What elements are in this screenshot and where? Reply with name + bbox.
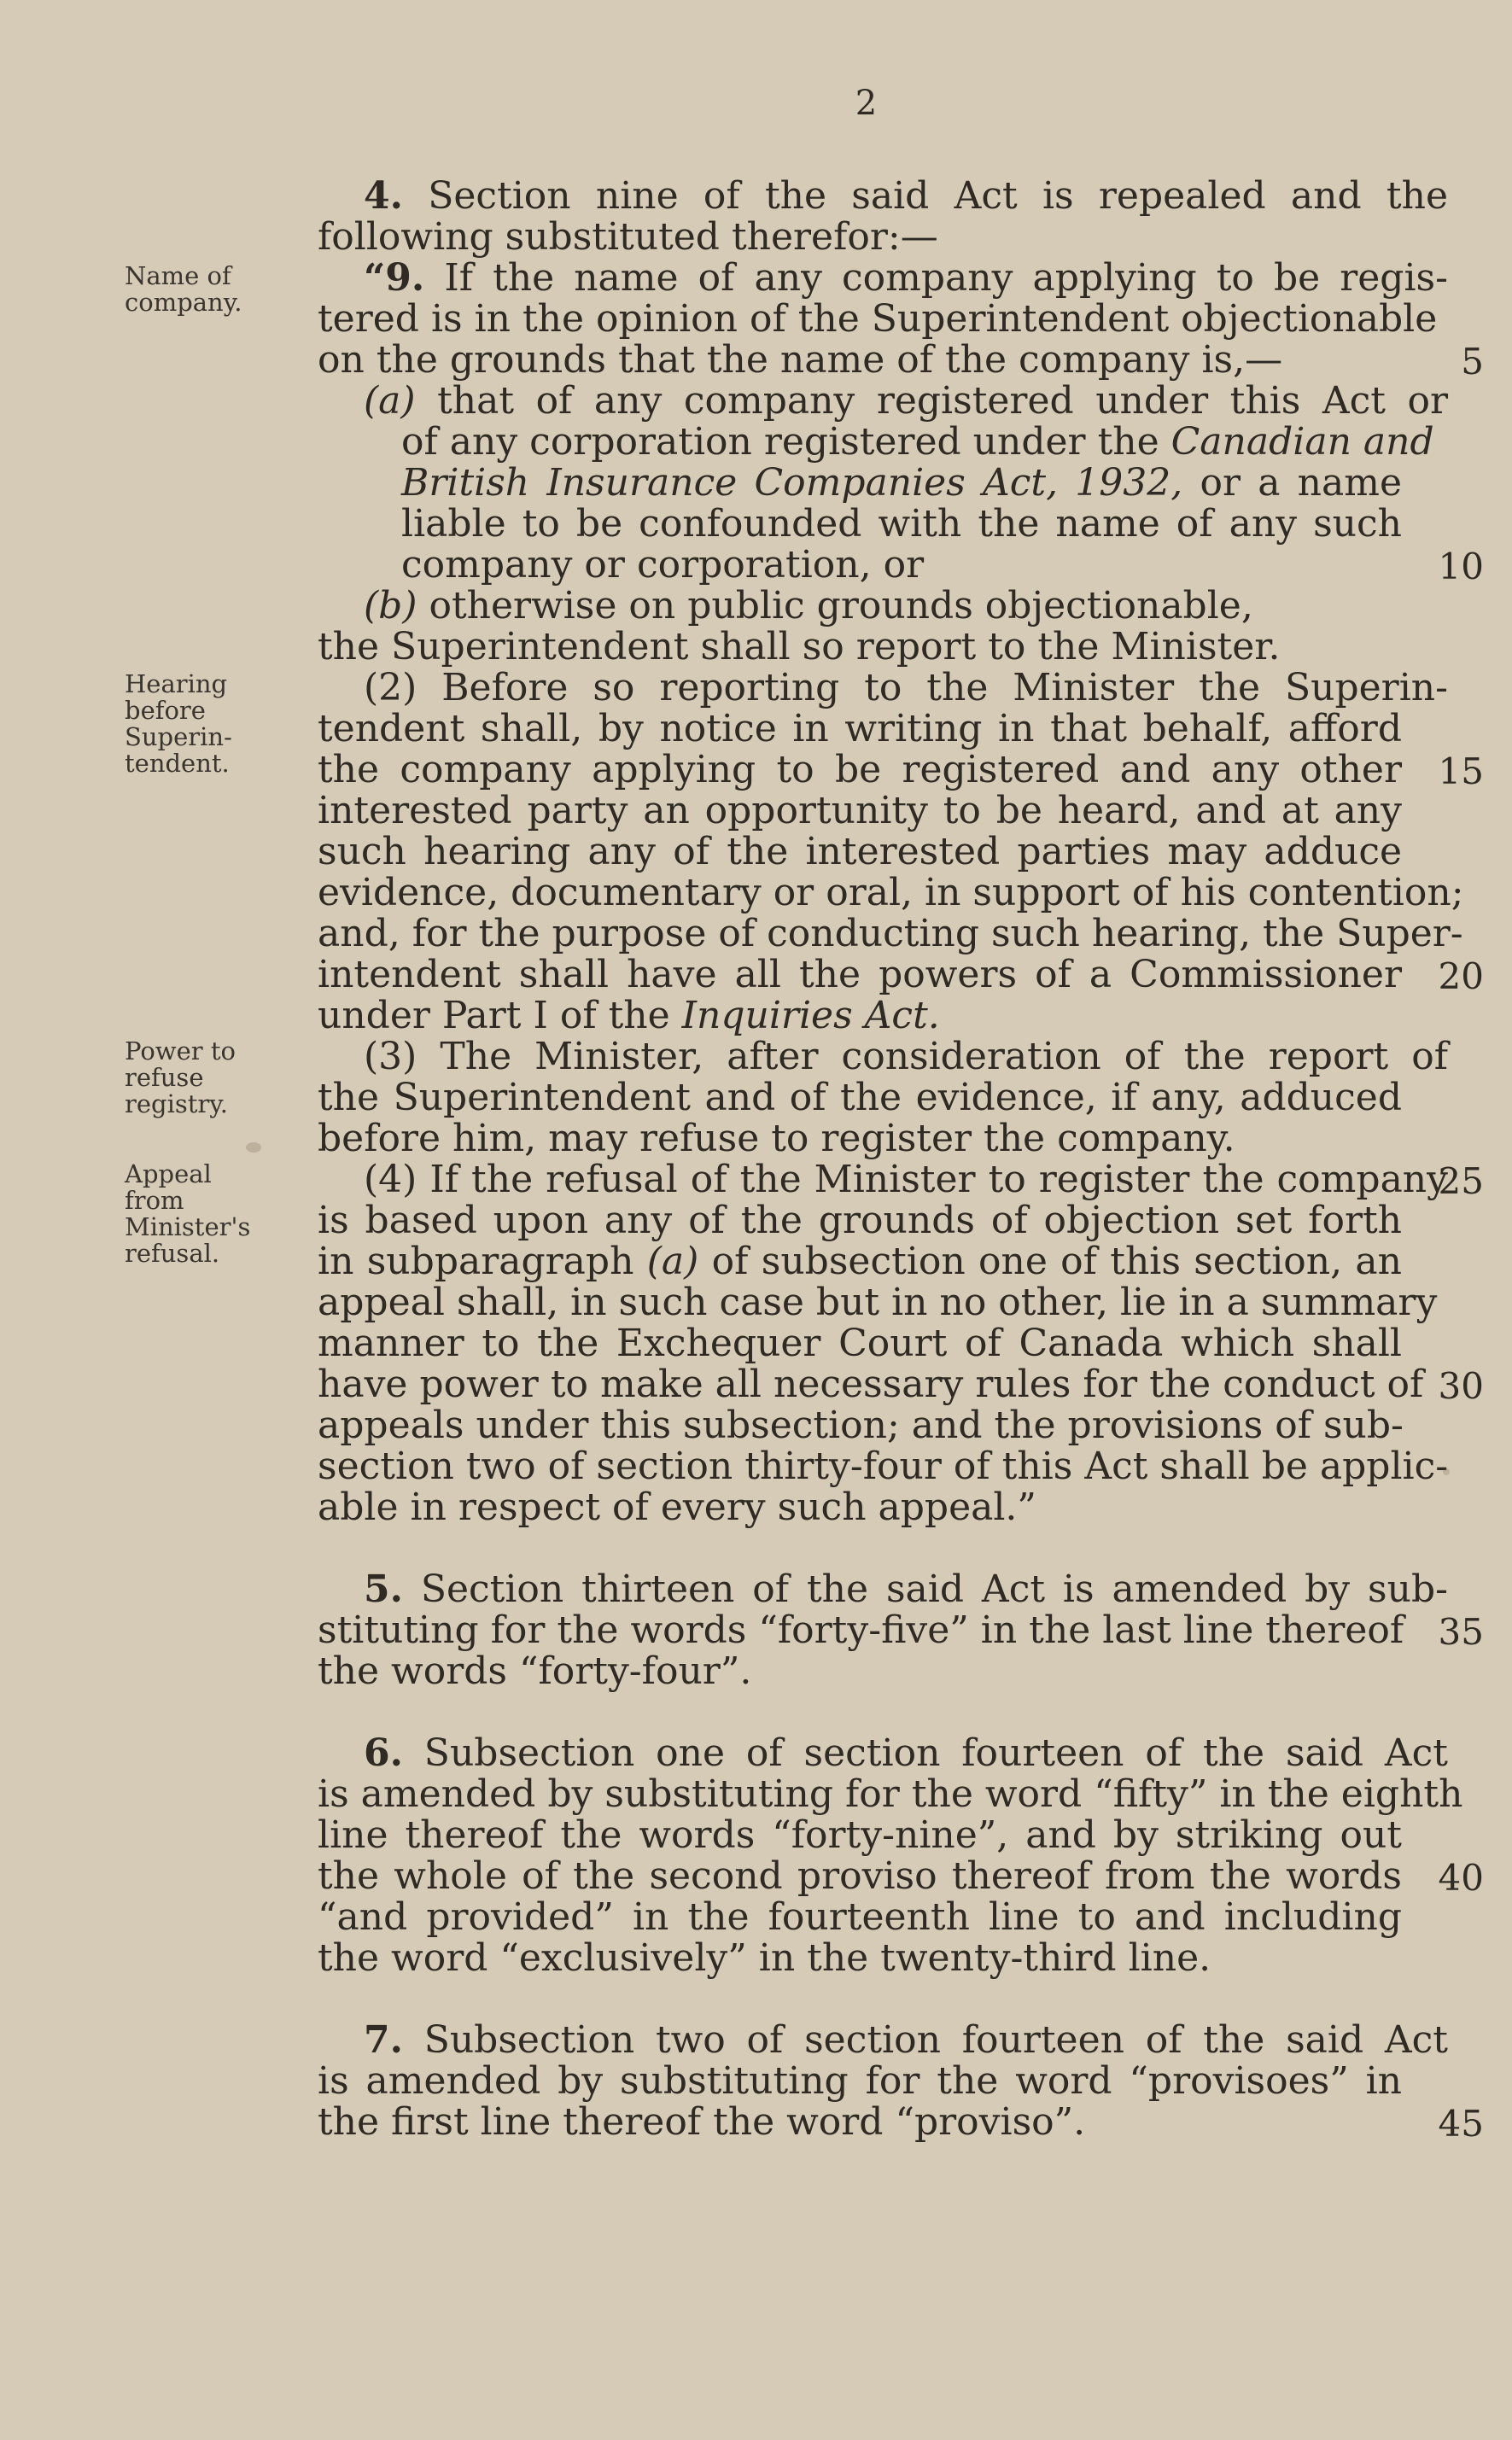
line-text: in subparagraph: [318, 1240, 647, 1283]
text-line: the Superintendent shall so report to the Minister.: [318, 625, 1281, 668]
text-line: liable to be confounded with the name of any such: [401, 502, 1402, 546]
text-line: the Superintendent and of the evidence, if any, adduced: [318, 1076, 1402, 1119]
paper-smudge: [1443, 1468, 1450, 1475]
text-line: have power to make all necessary rules for the conduct of: [318, 1363, 1424, 1406]
margin-note-line: Minister's: [125, 1212, 251, 1241]
text-line: [364, 584, 1448, 628]
text-line: “and provided” in the fourteenth line to and including: [318, 1895, 1402, 1939]
line-number: 30: [1438, 1365, 1484, 1407]
text-line: evidence, documentary or oral, in support of his contention;: [318, 871, 1464, 914]
section-number: “9.: [364, 256, 425, 300]
text-line: on the grounds that the name of the company is,—: [318, 338, 1283, 382]
text-line: is based upon any of the grounds of objection set forth: [318, 1199, 1402, 1242]
text-line: (2) Before so reporting to the Minister the Superin-: [364, 666, 1448, 709]
page-number: 2: [855, 84, 879, 123]
act-title: Canadian and: [1170, 420, 1434, 464]
text-line: [364, 174, 1448, 219]
text-line: tered is in the opinion of the Superintendent objectionable: [318, 297, 1438, 341]
text-line: the words “forty-four”.: [318, 1649, 752, 1693]
line-text: Section nine of the said Act is repealed and the: [402, 174, 1448, 218]
text-line: [364, 2018, 1448, 2063]
margin-note-line: Appeal: [125, 1159, 212, 1188]
text-line: the word “exclusively” in the twenty-third line.: [318, 1936, 1211, 1980]
line-number: 25: [1438, 1160, 1484, 1202]
line-number: 35: [1438, 1611, 1484, 1653]
line-text: Subsection one of section fourteen of the said Act: [402, 1731, 1448, 1775]
text-line: appeals under this subsection; and the provisions of sub-: [318, 1404, 1404, 1447]
margin-note-line: from: [125, 1186, 184, 1215]
text-line: [318, 994, 1402, 1038]
line-number: 5: [1461, 341, 1484, 382]
text-line: following substituted therefor:—: [318, 215, 938, 259]
margin-note-power-to-refuse: [125, 1038, 261, 1118]
text-line: (4) If the refusal of the Minister to register the company: [364, 1158, 1448, 1201]
margin-note-line: tendent.: [125, 749, 230, 778]
text-line: is amended by substituting for the word “fifty” in the eighth: [318, 1772, 1463, 1816]
text-line: stituting for the words “forty-five” in the last line thereof: [318, 1608, 1404, 1652]
margin-note-hearing: [125, 671, 261, 777]
text-line: [364, 1567, 1448, 1612]
paragraph-label: (b): [364, 584, 417, 628]
text-line: (3) The Minister, after consideration of the report of: [364, 1035, 1448, 1078]
margin-note-appeal: [125, 1161, 261, 1267]
text-line: intendent shall have all the powers of a Commissioner: [318, 953, 1402, 996]
margin-note-line: refuse: [125, 1063, 204, 1092]
margin-note-line: company.: [125, 288, 242, 317]
text-line: manner to the Exchequer Court of Canada which shall: [318, 1322, 1402, 1365]
line-number: 10: [1438, 546, 1484, 587]
text-line: [364, 256, 1448, 301]
text-line: [318, 1240, 1402, 1284]
line-text: under Part I of the: [318, 994, 682, 1037]
act-title: British Insurance Companies Act, 1932,: [401, 461, 1183, 505]
text-line: company or corporation, or: [401, 543, 925, 587]
text-line: [401, 420, 1434, 464]
margin-note-line: Hearing: [125, 669, 228, 698]
line-number: 20: [1438, 955, 1484, 997]
line-text: of any corporation registered under the: [401, 420, 1171, 464]
paper-smudge: [246, 1142, 261, 1153]
text-line: [364, 1731, 1448, 1776]
line-text: Section thirteen of the said Act is amended by sub-: [402, 1567, 1448, 1611]
text-line: able in respect of every such appeal.”: [318, 1486, 1036, 1529]
text-line: tendent shall, by notice in writing in that behalf, afford: [318, 707, 1402, 750]
margin-note-line: Name of: [125, 261, 231, 290]
section-number: 6.: [364, 1731, 403, 1775]
text-line: [401, 461, 1402, 505]
paragraph-label: (a): [646, 1240, 699, 1283]
text-line: the first line thereof the word “proviso”.: [318, 2100, 1086, 2144]
margin-note-name-of-company: [125, 263, 261, 316]
section-number: 7.: [364, 2018, 403, 2062]
margin-note-line: registry.: [125, 1089, 229, 1118]
line-text: that of any company registered under this Act or: [415, 379, 1448, 423]
act-title: Inquiries Act.: [681, 994, 940, 1037]
line-text: If the name of any company applying to be regis-: [424, 256, 1448, 300]
line-text: or a name: [1182, 461, 1403, 505]
text-line: [364, 379, 1448, 423]
margin-note-line: Power to: [125, 1036, 236, 1065]
section-number: 4.: [364, 174, 403, 218]
line-text: Subsection two of section fourteen of the said Act: [402, 2018, 1448, 2062]
text-line: the whole of the second proviso thereof from the words: [318, 1854, 1402, 1898]
text-line: line thereof the words “forty-nine”, and by striking out: [318, 1813, 1402, 1857]
margin-note-line: before: [125, 696, 206, 725]
text-line: such hearing any of the interested parties may adduce: [318, 830, 1402, 873]
line-number: 15: [1438, 750, 1484, 792]
text-line: section two of section thirty-four of this Act shall be applic-: [318, 1445, 1449, 1488]
line-text: otherwise on public grounds objectionable,: [417, 584, 1253, 628]
text-line: is amended by substituting for the word “provisoes” in: [318, 2059, 1402, 2103]
margin-note-line: refusal.: [125, 1239, 220, 1268]
line-number: 45: [1438, 2103, 1484, 2145]
paragraph-label: (a): [364, 379, 416, 423]
text-line: and, for the purpose of conducting such hearing, the Super-: [318, 912, 1463, 955]
line-number: 40: [1438, 1857, 1484, 1899]
text-line: the company applying to be registered and any other: [318, 748, 1402, 791]
line-text: of subsection one of this section, an: [698, 1240, 1402, 1283]
text-line: interested party an opportunity to be heard, and at any: [318, 789, 1402, 832]
section-number: 5.: [364, 1567, 403, 1611]
text-line: before him, may refuse to register the company.: [318, 1117, 1235, 1160]
margin-note-line: Superin-: [125, 722, 232, 751]
text-line: appeal shall, in such case but in no other, lie in a summary: [318, 1281, 1438, 1324]
